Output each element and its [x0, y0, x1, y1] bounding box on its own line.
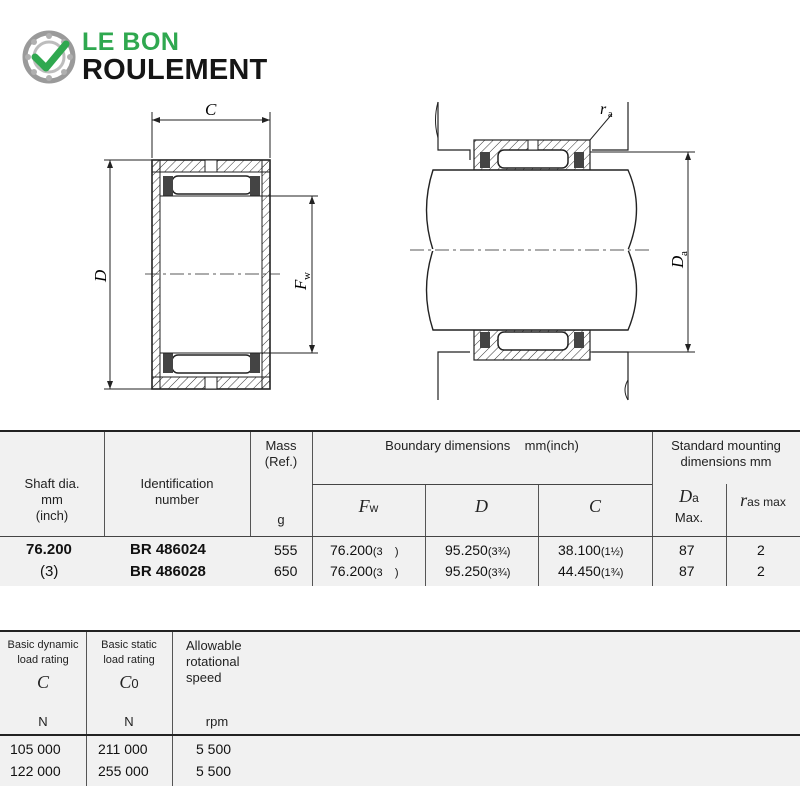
stat-1: 211 000: [98, 741, 148, 757]
mass-2: 650: [274, 563, 298, 579]
fw-1: 76.200(3 ): [330, 542, 399, 558]
speed-header: Allowable rotational speed: [186, 638, 242, 685]
ras-2: 2: [757, 563, 765, 579]
da-col-header: Da Max.: [674, 486, 704, 525]
dyn-header: Basic dynamic load rating: [7, 639, 79, 666]
mounting-diagram: [410, 101, 695, 400]
label-c: C: [205, 100, 217, 119]
label-fw-sub: w: [301, 272, 313, 280]
c-col-header: C: [588, 496, 601, 516]
c-2: 44.450(1¾): [558, 563, 624, 579]
ident-2: BR 486028: [130, 563, 206, 580]
ras-col-header: ras max: [740, 490, 786, 510]
fw-2: 76.200(3 ): [330, 563, 399, 579]
unit-stat: N: [124, 714, 134, 729]
d-1: 95.250(3¾): [445, 542, 511, 558]
mounting-header: Standard mounting dimensions mm: [671, 438, 781, 469]
mass-unit: g: [277, 512, 285, 527]
stat-2: 255 000: [98, 763, 149, 779]
speed-1: 5 500: [196, 741, 232, 757]
dyn-1: 105 000: [10, 741, 61, 757]
label-da: D: [668, 255, 687, 268]
bearing-diagram: [0, 90, 800, 410]
shaft-mm: 76.200: [26, 541, 72, 558]
ident-header: Identification number: [140, 476, 214, 507]
shaft-header: Shaft dia. mm (inch): [24, 476, 80, 523]
brand-line1: LE BON: [82, 28, 180, 56]
d-2: 95.250(3¾): [445, 563, 511, 579]
da-1: 87: [679, 542, 695, 558]
mass-header: Mass (Ref.): [264, 438, 298, 469]
dyn-2: 122 000: [10, 763, 61, 779]
stat-symbol: C0: [119, 672, 139, 692]
dyn-symbol: C: [36, 672, 49, 692]
load-rating-table: [0, 630, 800, 786]
stat-header: Basic static load rating: [101, 639, 157, 666]
c-1: 38.100(1½): [558, 542, 624, 558]
mass-1: 555: [274, 542, 298, 558]
brand-logo: [22, 28, 322, 88]
unit-speed: rpm: [205, 714, 229, 729]
label-d: D: [91, 269, 110, 282]
label-fw: F: [291, 279, 310, 290]
label-ra: r: [600, 101, 607, 118]
unit-dyn: N: [38, 714, 48, 729]
fw-col-header: Fw: [358, 496, 379, 516]
label-ra-sub: a: [608, 109, 613, 120]
boundary-header: Boundary dimensions mm(inch): [385, 438, 579, 453]
speed-2: 5 500: [196, 763, 232, 779]
dimensions-table: [0, 430, 800, 586]
ras-1: 2: [757, 542, 765, 558]
bearing-cross-section: [91, 100, 318, 389]
ident-1: BR 486024: [130, 541, 206, 558]
bearing-check-icon: [22, 30, 76, 84]
brand-line2: ROULEMENT: [82, 54, 268, 86]
shaft-inch: (3): [40, 563, 59, 580]
label-da-sub: a: [678, 251, 690, 256]
d-col-header: D: [475, 496, 488, 516]
da-2: 87: [679, 563, 695, 579]
